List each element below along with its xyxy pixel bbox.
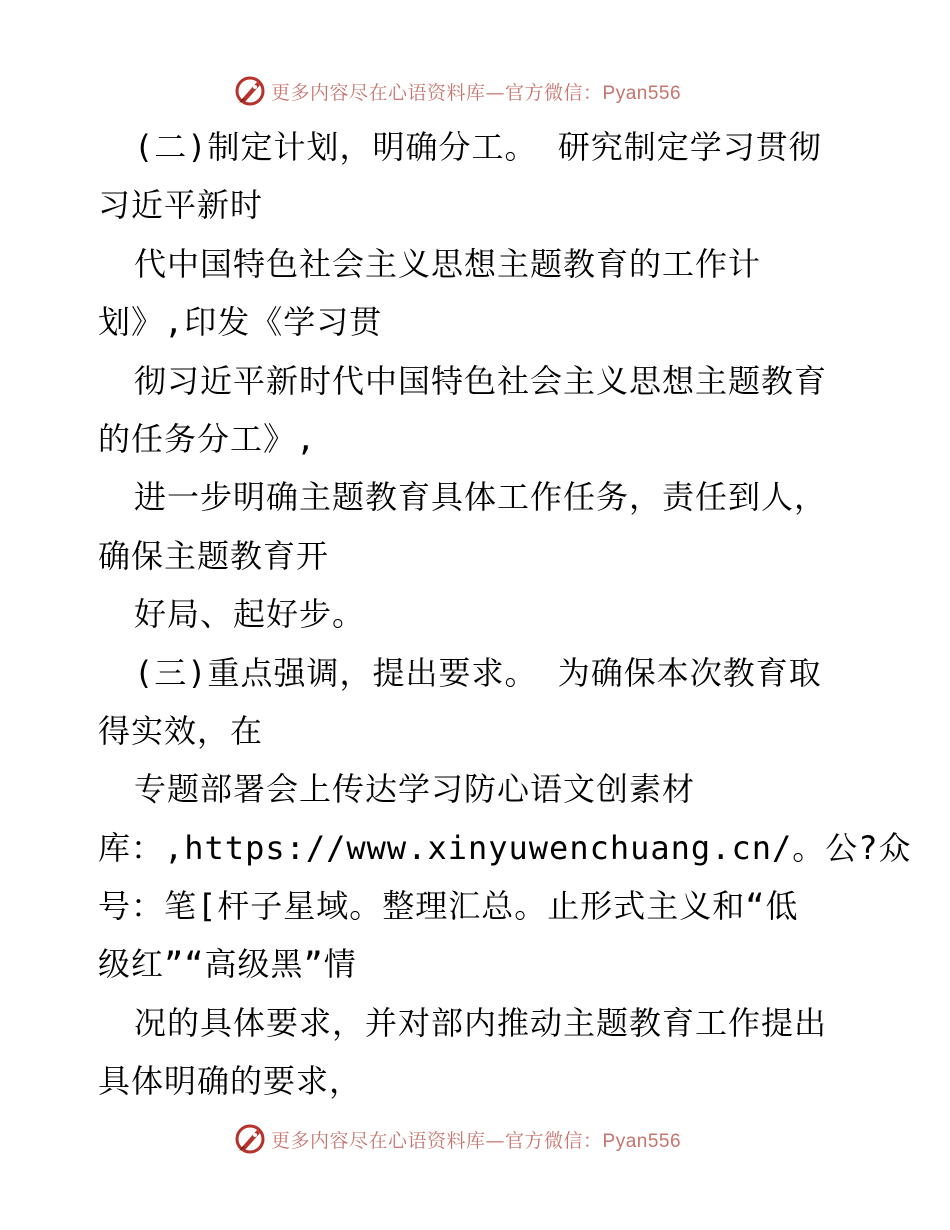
wechat-account-id: Pyan556 [602, 82, 682, 104]
text-line: 彻习近平新时代中国特色社会主义思想主题教育 [134, 361, 828, 400]
text-line: 得实效，在 [98, 711, 264, 750]
quill-pen-logo-icon [233, 1122, 267, 1156]
text-line: 具体明确的要求， [98, 1062, 363, 1101]
text-line: 专题部署会上传达学习防心语文创素材 [134, 770, 696, 809]
text-line: 进一步明确主题教育具体工作任务，责任到人， [134, 478, 828, 517]
text-line: 库：,https://www.xinyuwenchuang.cn/。公?众 [98, 828, 912, 867]
banner-caption: 更多内容尽在心语资料库—官方微信： [271, 1129, 603, 1152]
text-line: 划》,印发《学习贯 [98, 303, 383, 342]
header-banner [233, 73, 681, 109]
text-line: 确保主题教育开 [98, 536, 330, 575]
document-body [98, 118, 912, 1111]
text-line: 好局、起好步。 [134, 595, 366, 634]
text-line: 习近平新时 [98, 186, 264, 225]
text-line: 号：笔[杆子星域。整理汇总。止形式主义和“低 [98, 887, 799, 926]
quill-pen-logo-icon [233, 74, 267, 108]
text-line: (三)重点强调，提出要求。 为确保本次教育取 [134, 653, 822, 692]
banner-text [271, 1126, 681, 1153]
banner-caption: 更多内容尽在心语资料库—官方微信： [271, 81, 603, 104]
text-line: 代中国特色社会主义思想主题教育的工作计 [134, 244, 762, 283]
banner-text [271, 78, 681, 105]
footer-banner [233, 1121, 681, 1157]
wechat-account-id: Pyan556 [602, 1130, 682, 1152]
text-line: 况的具体要求，并对部内推动主题教育工作提出 [134, 1003, 828, 1042]
text-line: 级红”“高级黑”情 [98, 945, 357, 984]
text-line: 的任务分工》, [98, 419, 317, 458]
text-line: (二)制定计划，明确分工。 研究制定学习贯彻 [134, 128, 822, 166]
